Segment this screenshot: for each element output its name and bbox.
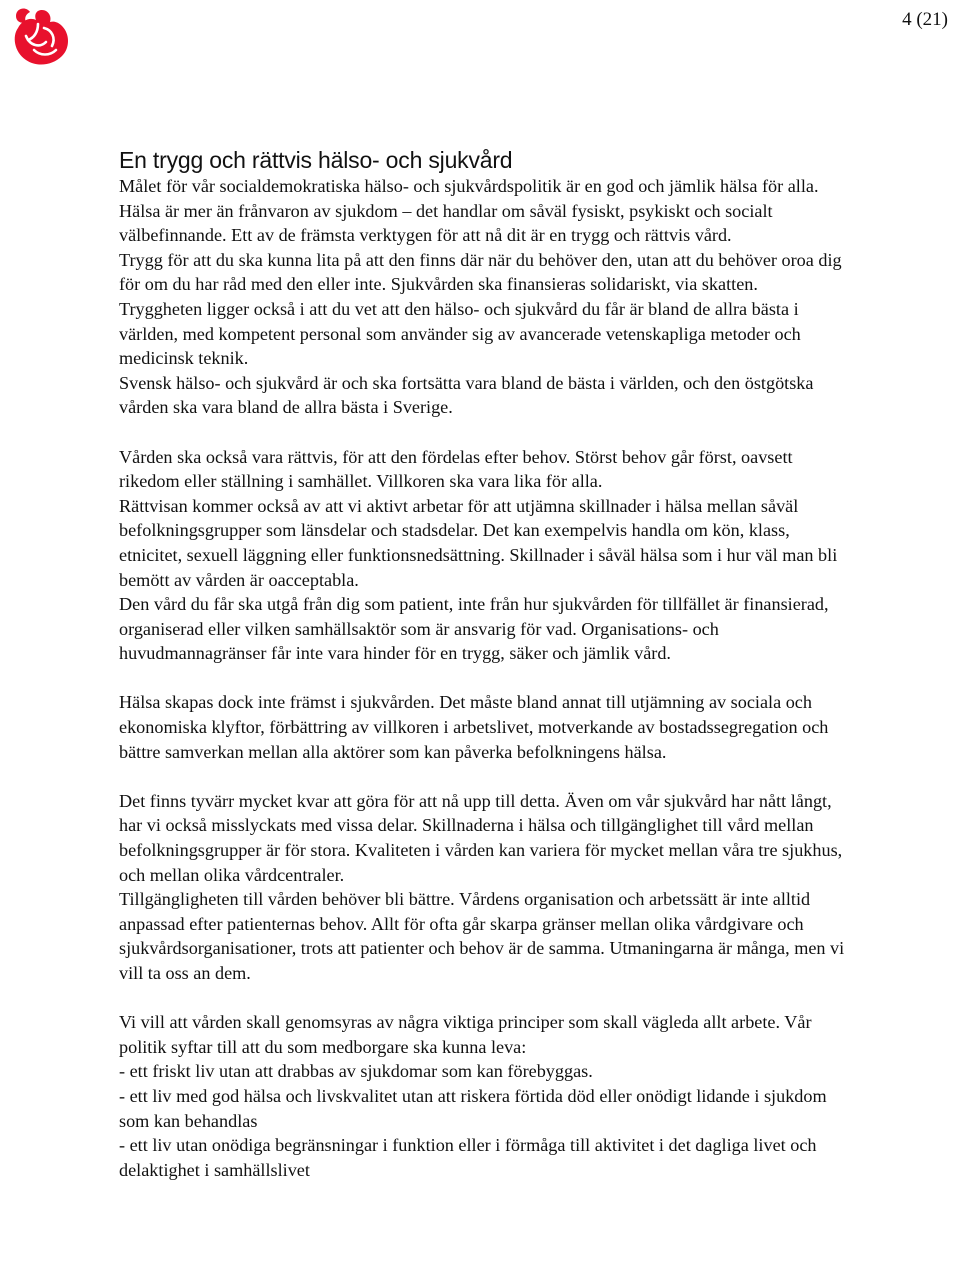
paragraph: Trygg för att du ska kunna lita på att den finns där när du behöver den, utan att du behöver oroa dig för om du har råd med den eller inte. Sjukvården ska finansieras solidariskt, via skatten. bbox=[119, 249, 842, 295]
paragraph: Tillgängligheten till vården behöver bli bättre. Vårdens organisation och arbetssätt är inte alltid anpassad efter patienternas behov. Allt för ofta går skarpa gränser mellan olika vårdgivare och sjukvårdsorganisationer, trots att patienter och behov är de samma. Utmaningarna är många, men vi vill ta oss an dem. bbox=[119, 889, 845, 983]
document-body bbox=[119, 146, 849, 1182]
rose-logo-icon bbox=[8, 6, 74, 72]
list-item: - ett liv med god hälsa och livskvalitet utan att riskera förtida död eller onödigt lidande i sjukdom som kan behandlas bbox=[119, 1085, 827, 1131]
page-number: 4 (21) bbox=[902, 9, 948, 30]
paragraph: Målet för vår socialdemokratiska hälso- och sjukvårdspolitik är en god och jämlik hälsa för alla. Hälsa är mer än frånvaron av sjukdom – det handlar om såväl fysiskt, psykiskt och socialt välbefinnande. Ett av de främsta verktygen för att nå dit är en trygg och rättvis vård. bbox=[119, 176, 819, 246]
paragraph-gap bbox=[119, 764, 849, 789]
list-item: - ett liv utan onödiga begränsningar i funktion eller i förmåga till aktivitet i det dagliga livet och delaktighet i samhällslivet bbox=[119, 1135, 817, 1180]
paragraph: Vården ska också vara rättvis, för att den fördelas efter behov. Störst behov går först, oavsett rikedom eller ställning i samhället. Villkoren ska vara lika för alla. bbox=[119, 446, 793, 492]
paragraph-gap bbox=[119, 666, 849, 691]
list-item: - ett friskt liv utan att drabbas av sjukdomar som kan förebyggas. bbox=[119, 1061, 593, 1082]
paragraph: Svensk hälso- och sjukvård är och ska fortsätta vara bland de bästa i världen, och den östgötska vården ska vara bland de allra bästa i Sverige. bbox=[119, 372, 814, 418]
paragraph: Det finns tyvärr mycket kvar att göra för att nå upp till detta. Även om vår sjukvård har nått långt, har vi också misslyckats med vissa delar. Skillnaderna i hälsa och tillgänglighet till vård mellan befolkningsgrupper är för stora. Kvaliteten i vården kan variera för mycket mellan våra tre sjukhus, och mellan olika vårdcentraler. bbox=[119, 790, 843, 885]
paragraph: Den vård du får ska utgå från dig som patient, inte från hur sjukvården för tillfället är finansierad, organiserad eller vilken samhällsaktör som är ansvarig för vad. Organisations- och huvudmannagränser får inte vara hinder för en trygg, säker och jämlik vård. bbox=[119, 594, 829, 664]
paragraph-gap bbox=[119, 986, 849, 1011]
paragraph-gap bbox=[119, 420, 849, 445]
paragraph: Vi vill att vården skall genomsyras av några viktiga principer som skall vägleda allt arbete. Vår politik syftar till att du som medborgare ska kunna leva: bbox=[119, 1012, 812, 1057]
paragraph: Hälsa skapas dock inte främst i sjukvården. Det måste bland annat till utjämning av sociala och ekonomiska klyftor, förbättring av villkoren i arbetslivet, motverkande av bostadssegregation och bättre samverkan mellan alla aktörer som kan påverka befolkningens hälsa. bbox=[119, 692, 829, 762]
paragraph: Rättvisan kommer också av att vi aktivt arbetar för att utjämna skillnader i hälsa mellan såväl befolkningsgrupper som länsdelar och stadsdelar. Det kan exempelvis handla om kön, klass, etnicitet, sexuell läggning eller funktionsnedsättning. Skillnader i såväl hälsa som i hur väl man bli bemött av vården är oacceptabla. bbox=[119, 495, 838, 590]
section-title: En trygg och rättvis hälso- och sjukvård bbox=[119, 147, 513, 173]
paragraph: Tryggheten ligger också i att du vet att den hälso- och sjukvård du får är bland de allra bästa i världen, med kompetent personal som använder sig av avancerade vetenskapliga metoder och medicinsk teknik. bbox=[119, 298, 801, 369]
